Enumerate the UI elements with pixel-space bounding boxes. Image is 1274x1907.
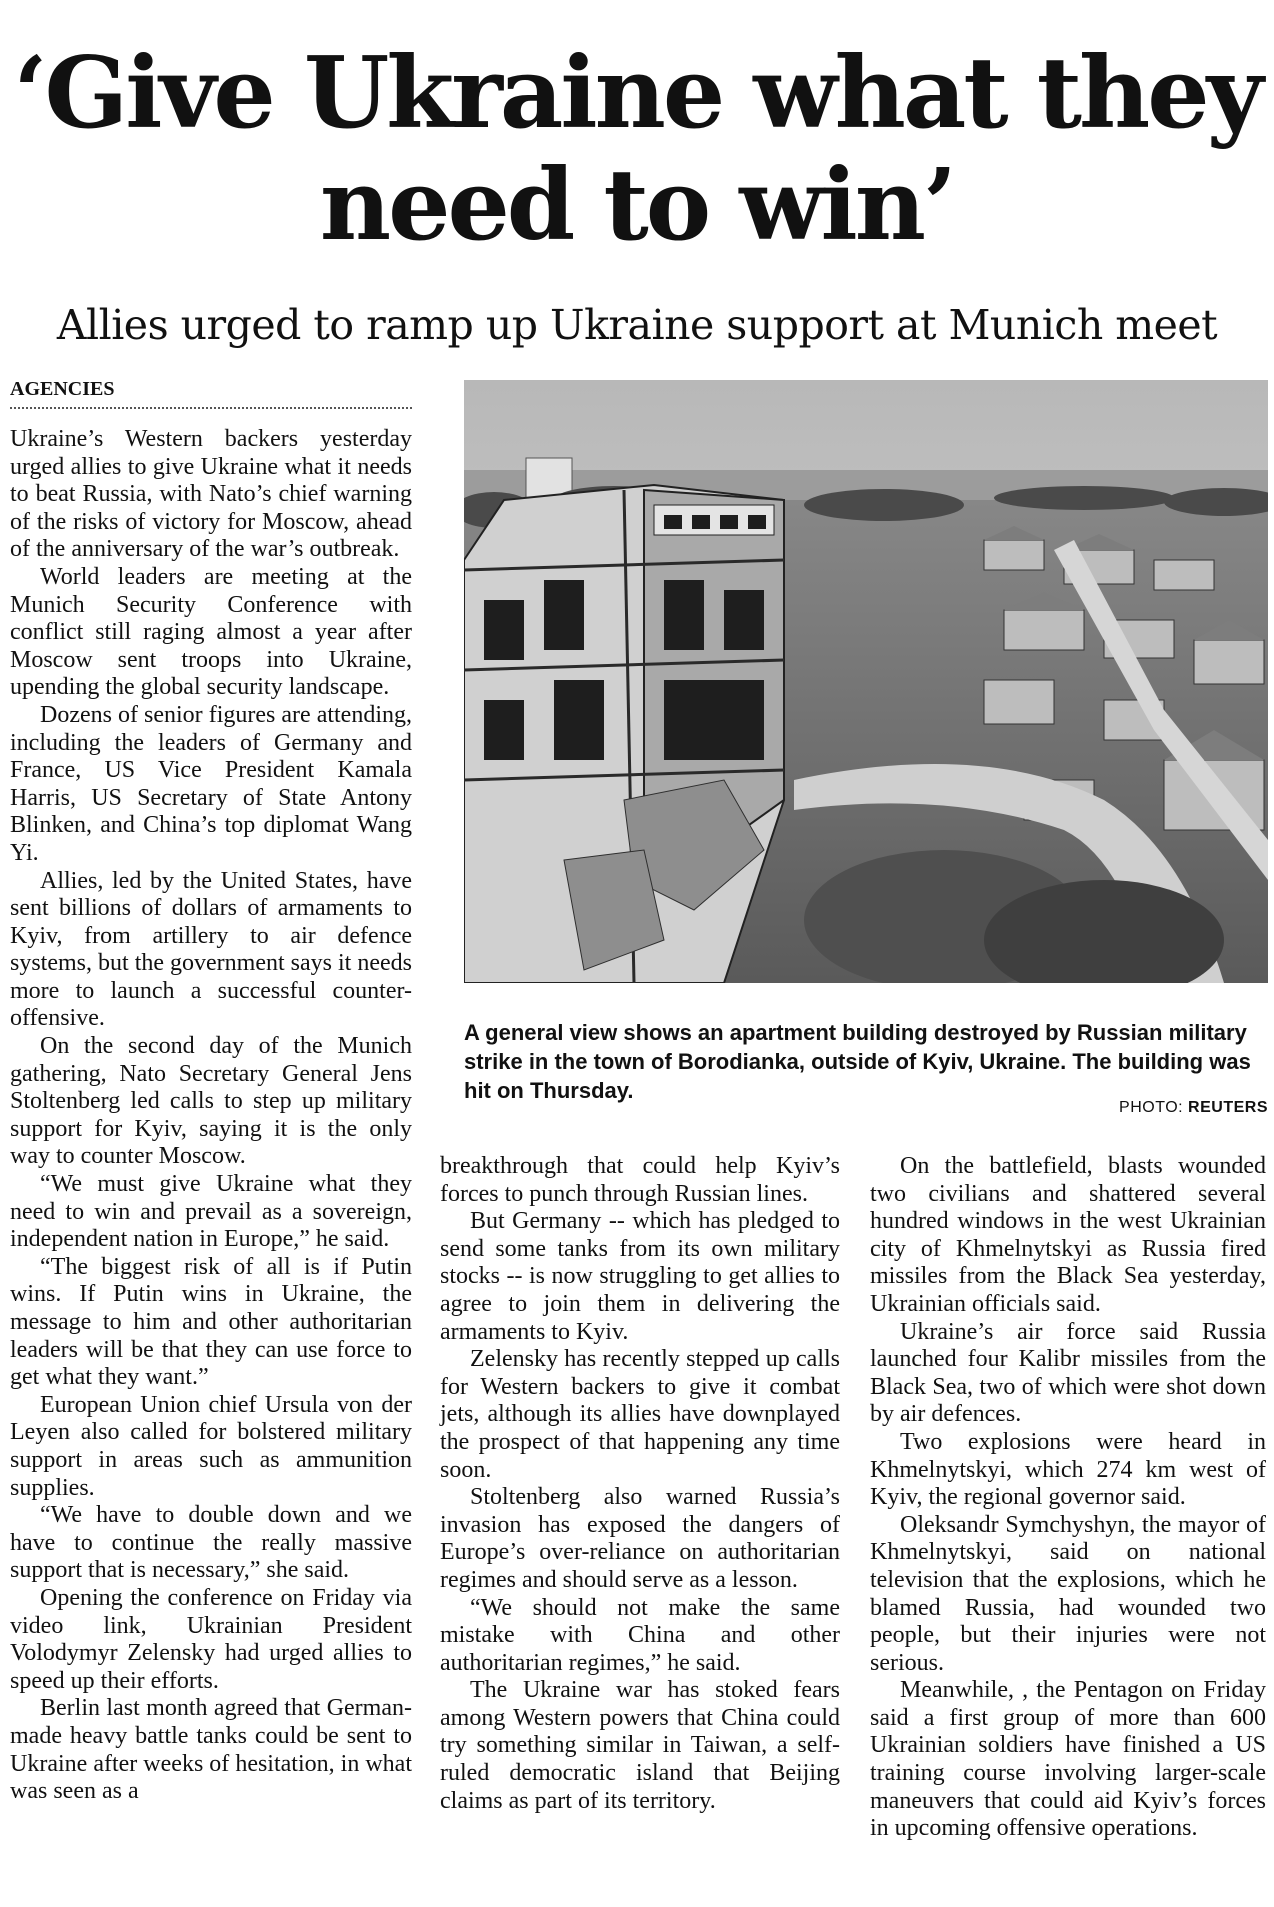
paragraph: Opening the conference on Friday via video link, Ukrainian President Volodymyr Zelensky had urged allies to speed up their efforts. [10,1584,412,1694]
paragraph: Ukraine’s air force said Russia launched four Kalibr missiles from the Black Sea, two of which were shot down by air defences. [870,1318,1266,1428]
paragraph: “We must give Ukraine what they need to win and prevail as a sovereign, independent nation in Europe,” he said. [10,1171,412,1253]
paragraph: Dozens of senior figures are attending, including the leaders of Germany and France, US Vice President Kamala Harris, US Secretary of State Antony Blinken, and China’s top diplomat Wang Yi. [10,701,412,866]
article-column-2 [440,1153,840,1815]
photo-caption: A general view shows an apartment building destroyed by Russian military strike in the town of Borodianka, outside of Kyiv, Ukraine. The building was hit on Thursday. [464,1020,1251,1103]
paragraph: On the second day of the Munich gathering, Nato Secretary General Jens Stoltenberg led calls to step up military support for Kyiv, saying it is the only way to counter Moscow. [10,1033,412,1170]
subheadline: Allies urged to ramp up Ukraine support at Munich meet [56,301,1218,349]
paragraph: “We should not make the same mistake with China and other authoritarian regimes,” he said. [440,1594,840,1676]
photo-credit-label: PHOTO: [1119,1099,1184,1116]
paragraph: Berlin last month agreed that German-made heavy battle tanks could be sent to Ukraine after weeks of hesitation, in what was seen as a [10,1695,412,1805]
paragraph: Zelensky has recently stepped up calls for Western backers to give it combat jets, although its allies have downplayed the prospect of that happening any time soon. [440,1346,840,1483]
paragraph: Ukraine’s Western backers yesterday urged allies to give Ukraine what it needs to beat Russia, with Nato’s chief warning of the risks of victory for Moscow, ahead of the anniversary of the war’s outbreak. [10,426,412,563]
photo-credit-source: REUTERS [1188,1099,1268,1116]
article-column-1 [10,426,412,1806]
paragraph: Meanwhile, , the Pentagon on Friday said a first group of more than 600 Ukrainian soldiers have finished a US training course involving larger-scale maneuvers that could aid Kyiv’s forces in upcoming offensive operations. [870,1677,1266,1842]
paragraph: Two explosions were heard in Khmelnytskyi, which 274 km west of Kyiv, the regional governor said. [870,1428,1266,1511]
paragraph: European Union chief Ursula von der Leyen also called for bolstered military support in areas such as ammunition supplies. [10,1391,412,1501]
paragraph: Oleksandr Symchyshyn, the mayor of Khmelnytskyi, said on national television that the explosions, which he blamed Russia, had wounded two people, but their injuries were not serious. [870,1511,1266,1676]
photo-credit [1119,1099,1268,1117]
paragraph: On the battlefield, blasts wounded two civilians and shattered several hundred windows in the west Ukrainian city of Khmelnytskyi as Russia fired missiles from the Black Sea yesterday, Ukrainian officials said. [870,1153,1266,1317]
paragraph: “We have to double down and we have to continue the really massive support that is necessary,” she said. [10,1502,412,1584]
headline: ‘Give Ukraine what they need to win’ [13,36,1261,263]
article-column-3 [870,1153,1266,1843]
paragraph: But Germany -- which has pledged to send some tanks from its own military stocks -- is now struggling to get allies to agree to join them in delivering the armaments to Kyiv. [440,1208,840,1345]
paragraph: World leaders are meeting at the Munich Security Conference with conflict still raging almost a year after Moscow sent troops into Ukraine, upending the global security landscape. [10,563,412,701]
paragraph: The Ukraine war has stoked fears among Western powers that China could try something similar in Taiwan, a self-ruled democratic island that Beijing claims as part of its territory. [440,1677,840,1814]
byline: AGENCIES [10,378,412,409]
paragraph: “The biggest risk of all is if Putin wins. If Putin wins in Ukraine, the message to him and other authoritarian leaders will be that they can use force to get what they want.” [10,1253,412,1391]
paragraph: Stoltenberg also warned Russia’s invasion has exposed the dangers of Europe’s over-reliance on authoritarian regimes and should serve as a lesson. [440,1484,840,1593]
paragraph: Allies, led by the United States, have sent billions of dollars of armaments to Kyiv, from artillery to air defence systems, but the government says it needs more to launch a successful counter-offensive. [10,867,412,1032]
paragraph: breakthrough that could help Kyiv’s forces to punch through Russian lines. [440,1153,840,1207]
article-photo [464,380,1268,983]
